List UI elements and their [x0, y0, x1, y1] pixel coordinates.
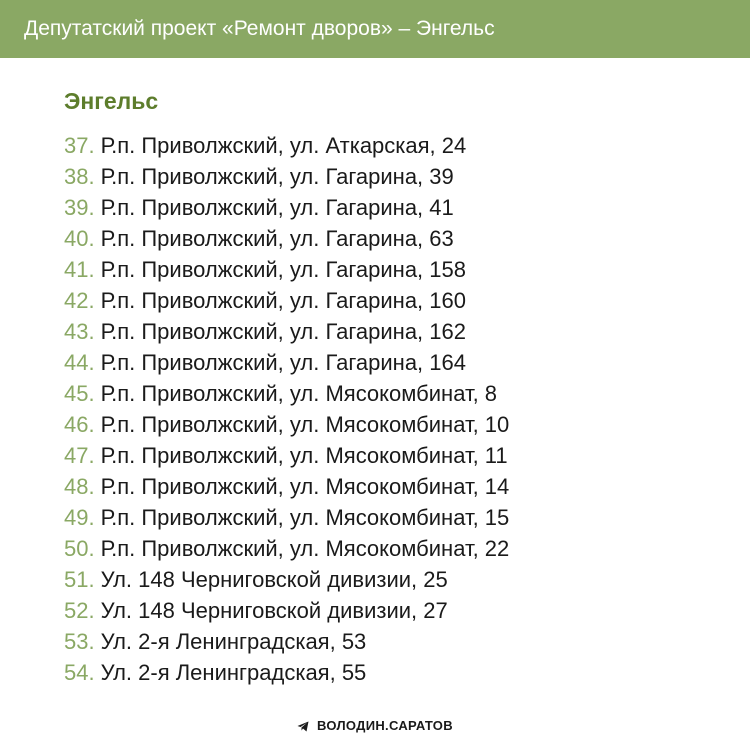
list-item	[64, 161, 509, 192]
list-item	[64, 409, 509, 440]
item-number: 52.	[64, 598, 95, 623]
item-address: Р.п. Приволжский, ул. Гагарина, 39	[100, 164, 454, 189]
item-address: Р.п. Приволжский, ул. Мясокомбинат, 8	[100, 381, 498, 406]
list-item	[64, 347, 509, 378]
section-title: Энгельс	[64, 88, 159, 114]
list-item	[64, 223, 509, 254]
list-item	[64, 502, 509, 533]
item-number: 51.	[64, 567, 95, 592]
list-item	[64, 626, 509, 657]
footer-label: ВОЛОДИН.САРАТОВ	[317, 718, 453, 733]
item-address: Р.п. Приволжский, ул. Мясокомбинат, 14	[100, 474, 510, 499]
item-address: Р.п. Приволжский, ул. Гагарина, 164	[100, 350, 466, 375]
item-address: Р.п. Приволжский, ул. Мясокомбинат, 22	[100, 536, 510, 561]
item-number: 44.	[64, 350, 95, 375]
item-number: 38.	[64, 164, 95, 189]
list-item	[64, 285, 509, 316]
item-address: Ул. 2-я Ленинградская, 55	[100, 660, 367, 685]
telegram-icon	[297, 720, 309, 735]
list-item	[64, 440, 509, 471]
item-number: 39.	[64, 195, 95, 220]
item-number: 53.	[64, 629, 95, 654]
item-number: 41.	[64, 257, 95, 282]
list-item	[64, 192, 509, 223]
list-item	[64, 471, 509, 502]
header-bar	[0, 0, 750, 60]
item-number: 46.	[64, 412, 95, 437]
item-address: Р.п. Приволжский, ул. Мясокомбинат, 11	[100, 443, 508, 468]
header-title: Депутатский проект «Ремонт дворов» – Энгельс	[24, 17, 495, 40]
item-address: Р.п. Приволжский, ул. Гагарина, 162	[100, 319, 466, 344]
list-item	[64, 316, 509, 347]
item-address: Ул. 148 Черниговской дивизии, 27	[100, 598, 448, 623]
address-list	[64, 130, 509, 688]
list-item	[64, 564, 509, 595]
item-number: 45.	[64, 381, 95, 406]
item-address: Р.п. Приволжский, ул. Гагарина, 41	[100, 195, 454, 220]
item-number: 48.	[64, 474, 95, 499]
item-number: 40.	[64, 226, 95, 251]
item-number: 50.	[64, 536, 95, 561]
footer	[0, 718, 750, 735]
item-number: 37.	[64, 133, 95, 158]
item-address: Ул. 148 Черниговской дивизии, 25	[100, 567, 448, 592]
item-number: 43.	[64, 319, 95, 344]
item-address: Р.п. Приволжский, ул. Гагарина, 160	[100, 288, 466, 313]
list-item	[64, 254, 509, 285]
list-item	[64, 595, 509, 626]
list-item	[64, 657, 509, 688]
item-address: Р.п. Приволжский, ул. Гагарина, 158	[100, 257, 466, 282]
list-item	[64, 130, 509, 161]
list-item	[64, 378, 509, 409]
item-address: Р.п. Приволжский, ул. Аткарская, 24	[100, 133, 467, 158]
item-number: 47.	[64, 443, 95, 468]
item-address: Ул. 2-я Ленинградская, 53	[100, 629, 367, 654]
item-address: Р.п. Приволжский, ул. Мясокомбинат, 10	[100, 412, 510, 437]
item-number: 54.	[64, 660, 95, 685]
item-address: Р.п. Приволжский, ул. Гагарина, 63	[100, 226, 454, 251]
item-number: 42.	[64, 288, 95, 313]
item-address: Р.п. Приволжский, ул. Мясокомбинат, 15	[100, 505, 510, 530]
item-number: 49.	[64, 505, 95, 530]
list-item	[64, 533, 509, 564]
